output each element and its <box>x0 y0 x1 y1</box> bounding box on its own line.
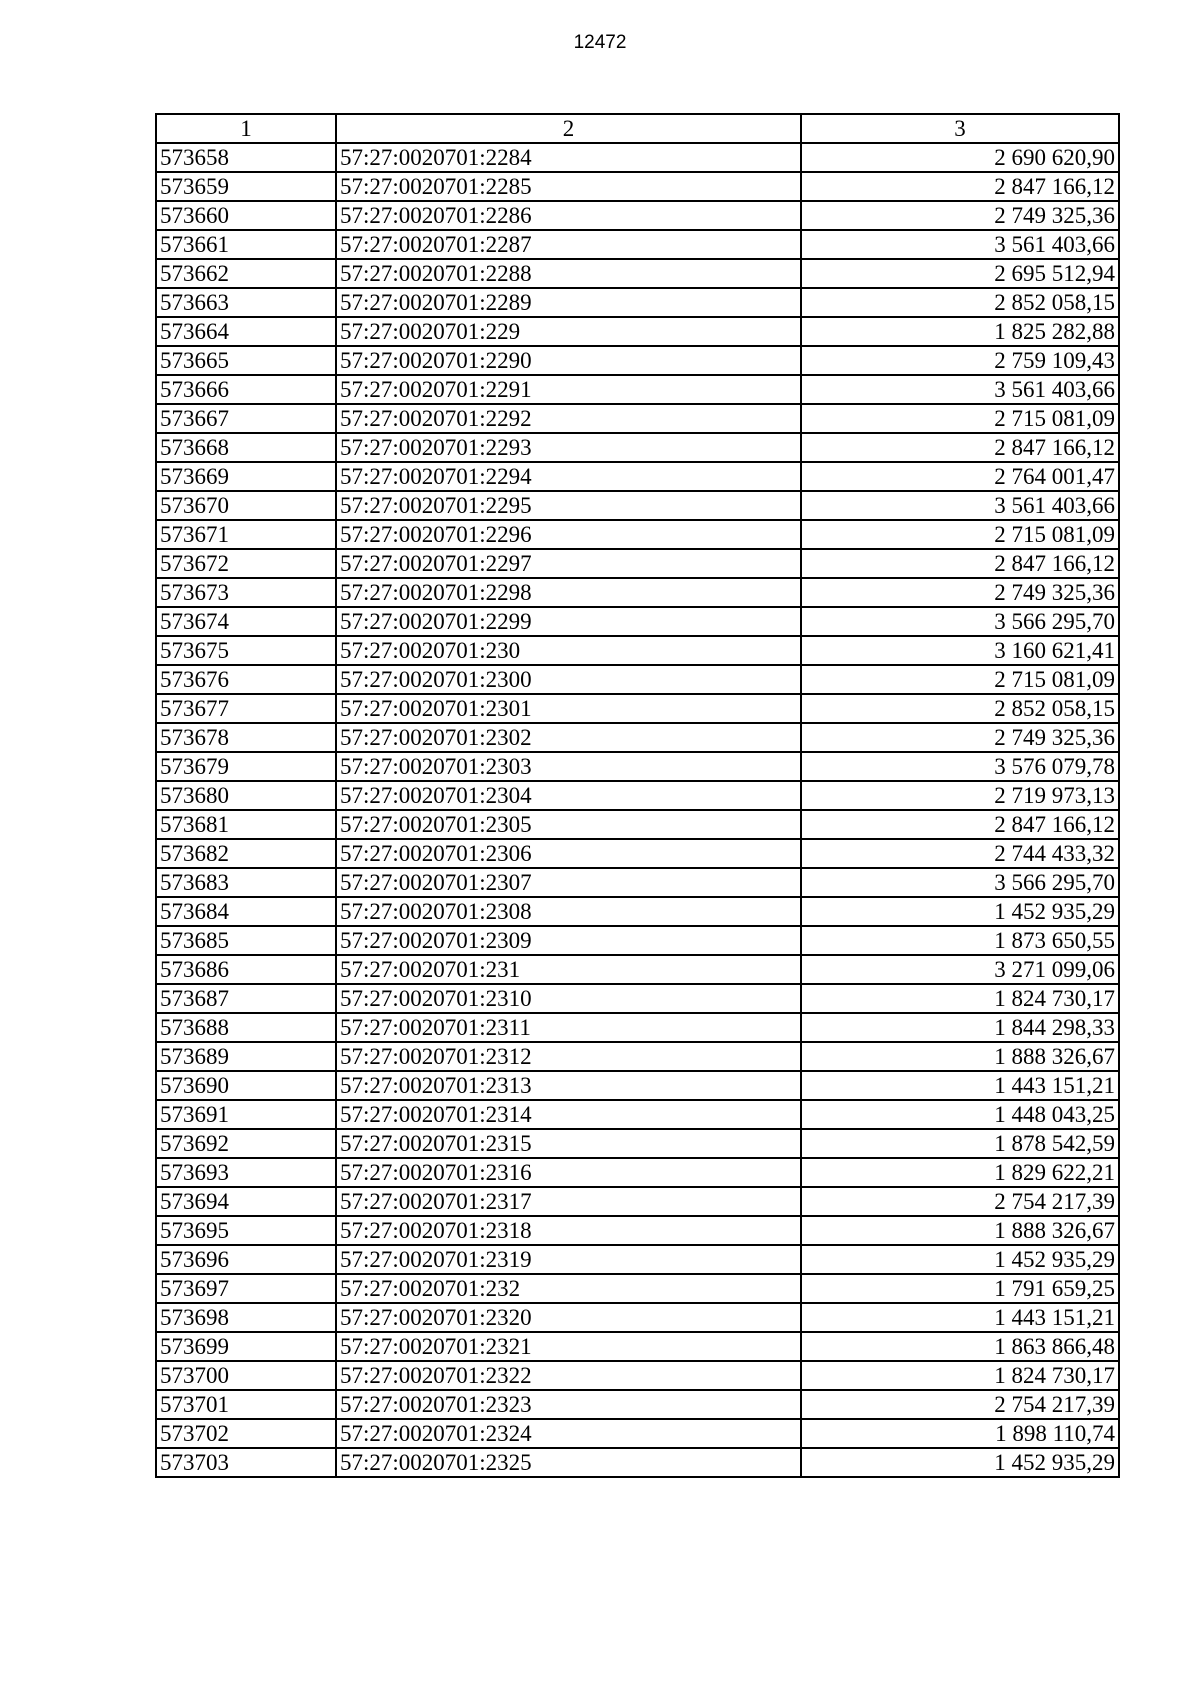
cadastral-value-cell: 1 898 110,74 <box>801 1419 1119 1448</box>
row-number-cell: 573696 <box>156 1245 336 1274</box>
cadastral-value-cell: 3 561 403,66 <box>801 491 1119 520</box>
cadastral-number-cell: 57:27:0020701:2308 <box>336 897 801 926</box>
table-row <box>156 1448 1119 1477</box>
table-row <box>156 1100 1119 1129</box>
cadastral-value-cell: 3 561 403,66 <box>801 230 1119 259</box>
row-number-cell: 573676 <box>156 665 336 694</box>
row-number-cell: 573673 <box>156 578 336 607</box>
cadastral-number-cell: 57:27:0020701:2309 <box>336 926 801 955</box>
table-row <box>156 549 1119 578</box>
table-row <box>156 607 1119 636</box>
column-header-1: 1 <box>156 114 336 143</box>
cadastral-value-cell: 2 715 081,09 <box>801 404 1119 433</box>
row-number-cell: 573697 <box>156 1274 336 1303</box>
table-row <box>156 984 1119 1013</box>
cadastral-value-cell: 3 576 079,78 <box>801 752 1119 781</box>
table-header-row <box>156 114 1119 143</box>
table-row <box>156 897 1119 926</box>
cadastral-value-cell: 1 829 622,21 <box>801 1158 1119 1187</box>
cadastral-number-cell: 57:27:0020701:229 <box>336 317 801 346</box>
row-number-cell: 573675 <box>156 636 336 665</box>
cadastral-number-cell: 57:27:0020701:2313 <box>336 1071 801 1100</box>
table-row <box>156 752 1119 781</box>
cadastral-number-cell: 57:27:0020701:2296 <box>336 520 801 549</box>
cadastral-number-cell: 57:27:0020701:2320 <box>336 1303 801 1332</box>
cadastral-number-cell: 57:27:0020701:231 <box>336 955 801 984</box>
row-number-cell: 573680 <box>156 781 336 810</box>
cadastral-number-cell: 57:27:0020701:2323 <box>336 1390 801 1419</box>
cadastral-number-cell: 57:27:0020701:2299 <box>336 607 801 636</box>
table-row <box>156 636 1119 665</box>
table-row <box>156 1390 1119 1419</box>
table-row <box>156 1332 1119 1361</box>
cadastral-number-cell: 57:27:0020701:2302 <box>336 723 801 752</box>
table-row <box>156 259 1119 288</box>
cadastral-value-cell: 1 448 043,25 <box>801 1100 1119 1129</box>
cadastral-number-cell: 57:27:0020701:2287 <box>336 230 801 259</box>
row-number-cell: 573658 <box>156 143 336 172</box>
cadastral-value-cell: 2 847 166,12 <box>801 433 1119 462</box>
table-row <box>156 1187 1119 1216</box>
cadastral-number-cell: 57:27:0020701:2321 <box>336 1332 801 1361</box>
cadastral-value-cell: 2 847 166,12 <box>801 172 1119 201</box>
cadastral-number-cell: 57:27:0020701:2292 <box>336 404 801 433</box>
row-number-cell: 573665 <box>156 346 336 375</box>
cadastral-number-cell: 57:27:0020701:2305 <box>336 810 801 839</box>
cadastral-value-cell: 1 824 730,17 <box>801 984 1119 1013</box>
table-row <box>156 1216 1119 1245</box>
table-row <box>156 1158 1119 1187</box>
row-number-cell: 573694 <box>156 1187 336 1216</box>
cadastral-number-cell: 57:27:0020701:2304 <box>336 781 801 810</box>
cadastral-value-cell: 2 754 217,39 <box>801 1390 1119 1419</box>
row-number-cell: 573660 <box>156 201 336 230</box>
cadastral-number-cell: 57:27:0020701:2318 <box>336 1216 801 1245</box>
cadastral-number-cell: 57:27:0020701:2311 <box>336 1013 801 1042</box>
cadastral-value-cell: 2 715 081,09 <box>801 665 1119 694</box>
table-row <box>156 462 1119 491</box>
row-number-cell: 573703 <box>156 1448 336 1477</box>
table-row <box>156 578 1119 607</box>
table-row <box>156 1274 1119 1303</box>
table-row <box>156 520 1119 549</box>
cadastral-number-cell: 57:27:0020701:2307 <box>336 868 801 897</box>
cadastral-value-cell: 3 566 295,70 <box>801 607 1119 636</box>
cadastral-value-cell: 1 791 659,25 <box>801 1274 1119 1303</box>
cadastral-number-cell: 57:27:0020701:2298 <box>336 578 801 607</box>
row-number-cell: 573692 <box>156 1129 336 1158</box>
cadastral-number-cell: 57:27:0020701:2288 <box>336 259 801 288</box>
row-number-cell: 573678 <box>156 723 336 752</box>
row-number-cell: 573701 <box>156 1390 336 1419</box>
row-number-cell: 573666 <box>156 375 336 404</box>
cadastral-number-cell: 57:27:0020701:2286 <box>336 201 801 230</box>
cadastral-value-cell: 2 852 058,15 <box>801 288 1119 317</box>
cadastral-number-cell: 57:27:0020701:2285 <box>336 172 801 201</box>
table-row <box>156 926 1119 955</box>
table-row <box>156 781 1119 810</box>
cadastral-value-cell: 2 695 512,94 <box>801 259 1119 288</box>
cadastral-value-cell: 1 863 866,48 <box>801 1332 1119 1361</box>
cadastral-value-cell: 2 749 325,36 <box>801 723 1119 752</box>
table-row <box>156 694 1119 723</box>
cadastral-number-cell: 57:27:0020701:2325 <box>336 1448 801 1477</box>
table-body <box>156 143 1119 1477</box>
table-row <box>156 491 1119 520</box>
cadastral-number-cell: 57:27:0020701:2310 <box>336 984 801 1013</box>
cadastral-value-cell: 2 719 973,13 <box>801 781 1119 810</box>
row-number-cell: 573695 <box>156 1216 336 1245</box>
table-row <box>156 201 1119 230</box>
row-number-cell: 573659 <box>156 172 336 201</box>
row-number-cell: 573662 <box>156 259 336 288</box>
row-number-cell: 573668 <box>156 433 336 462</box>
table-row <box>156 1013 1119 1042</box>
cadastral-value-cell: 2 715 081,09 <box>801 520 1119 549</box>
table-row <box>156 1042 1119 1071</box>
cadastral-value-cell: 1 873 650,55 <box>801 926 1119 955</box>
cadastral-value-cell: 2 690 620,90 <box>801 143 1119 172</box>
table-row <box>156 288 1119 317</box>
cadastral-value-cell: 1 824 730,17 <box>801 1361 1119 1390</box>
row-number-cell: 573681 <box>156 810 336 839</box>
cadastral-value-cell: 2 759 109,43 <box>801 346 1119 375</box>
cadastral-value-table <box>155 113 1120 1478</box>
row-number-cell: 573685 <box>156 926 336 955</box>
row-number-cell: 573690 <box>156 1071 336 1100</box>
cadastral-value-cell: 1 825 282,88 <box>801 317 1119 346</box>
row-number-cell: 573661 <box>156 230 336 259</box>
cadastral-number-cell: 57:27:0020701:2315 <box>336 1129 801 1158</box>
table-row <box>156 1071 1119 1100</box>
cadastral-number-cell: 57:27:0020701:2324 <box>336 1419 801 1448</box>
table-row <box>156 143 1119 172</box>
cadastral-number-cell: 57:27:0020701:2306 <box>336 839 801 868</box>
cadastral-value-cell: 2 754 217,39 <box>801 1187 1119 1216</box>
cadastral-value-cell: 1 452 935,29 <box>801 897 1119 926</box>
row-number-cell: 573674 <box>156 607 336 636</box>
table-row <box>156 317 1119 346</box>
cadastral-number-cell: 57:27:0020701:230 <box>336 636 801 665</box>
table-row <box>156 1129 1119 1158</box>
row-number-cell: 573667 <box>156 404 336 433</box>
column-header-2: 2 <box>336 114 801 143</box>
cadastral-number-cell: 57:27:0020701:2316 <box>336 1158 801 1187</box>
row-number-cell: 573699 <box>156 1332 336 1361</box>
cadastral-value-cell: 2 847 166,12 <box>801 549 1119 578</box>
table-row <box>156 230 1119 259</box>
table-row <box>156 1419 1119 1448</box>
table-row <box>156 404 1119 433</box>
table-row <box>156 1303 1119 1332</box>
cadastral-value-cell: 1 888 326,67 <box>801 1042 1119 1071</box>
cadastral-value-cell: 1 844 298,33 <box>801 1013 1119 1042</box>
table-row <box>156 665 1119 694</box>
cadastral-number-cell: 57:27:0020701:2301 <box>336 694 801 723</box>
table-row <box>156 955 1119 984</box>
cadastral-value-cell: 3 271 099,06 <box>801 955 1119 984</box>
cadastral-value-cell: 2 764 001,47 <box>801 462 1119 491</box>
cadastral-value-cell: 2 847 166,12 <box>801 810 1119 839</box>
row-number-cell: 573684 <box>156 897 336 926</box>
row-number-cell: 573671 <box>156 520 336 549</box>
cadastral-number-cell: 57:27:0020701:2312 <box>336 1042 801 1071</box>
cadastral-number-cell: 57:27:0020701:2300 <box>336 665 801 694</box>
cadastral-number-cell: 57:27:0020701:2289 <box>336 288 801 317</box>
cadastral-number-cell: 57:27:0020701:2319 <box>336 1245 801 1274</box>
cadastral-value-cell: 3 561 403,66 <box>801 375 1119 404</box>
cadastral-number-cell: 57:27:0020701:2293 <box>336 433 801 462</box>
row-number-cell: 573700 <box>156 1361 336 1390</box>
row-number-cell: 573702 <box>156 1419 336 1448</box>
cadastral-number-cell: 57:27:0020701:2322 <box>336 1361 801 1390</box>
cadastral-value-cell: 2 749 325,36 <box>801 578 1119 607</box>
cadastral-value-cell: 2 744 433,32 <box>801 839 1119 868</box>
cadastral-number-cell: 57:27:0020701:232 <box>336 1274 801 1303</box>
cadastral-number-cell: 57:27:0020701:2297 <box>336 549 801 578</box>
cadastral-value-cell: 3 566 295,70 <box>801 868 1119 897</box>
cadastral-value-cell: 2 749 325,36 <box>801 201 1119 230</box>
cadastral-number-cell: 57:27:0020701:2295 <box>336 491 801 520</box>
row-number-cell: 573664 <box>156 317 336 346</box>
table-row <box>156 723 1119 752</box>
row-number-cell: 573688 <box>156 1013 336 1042</box>
cadastral-number-cell: 57:27:0020701:2290 <box>336 346 801 375</box>
cadastral-number-cell: 57:27:0020701:2303 <box>336 752 801 781</box>
cadastral-number-cell: 57:27:0020701:2314 <box>336 1100 801 1129</box>
row-number-cell: 573663 <box>156 288 336 317</box>
page-number: 12472 <box>573 32 627 53</box>
cadastral-value-cell: 2 852 058,15 <box>801 694 1119 723</box>
table-row <box>156 1245 1119 1274</box>
row-number-cell: 573677 <box>156 694 336 723</box>
table-row <box>156 810 1119 839</box>
cadastral-number-cell: 57:27:0020701:2317 <box>336 1187 801 1216</box>
row-number-cell: 573691 <box>156 1100 336 1129</box>
row-number-cell: 573687 <box>156 984 336 1013</box>
cadastral-number-cell: 57:27:0020701:2291 <box>336 375 801 404</box>
row-number-cell: 573679 <box>156 752 336 781</box>
row-number-cell: 573693 <box>156 1158 336 1187</box>
table-row <box>156 433 1119 462</box>
table-row <box>156 1361 1119 1390</box>
table-row <box>156 346 1119 375</box>
row-number-cell: 573672 <box>156 549 336 578</box>
cadastral-value-cell: 1 443 151,21 <box>801 1303 1119 1332</box>
cadastral-number-cell: 57:27:0020701:2294 <box>336 462 801 491</box>
row-number-cell: 573689 <box>156 1042 336 1071</box>
cadastral-value-cell: 1 888 326,67 <box>801 1216 1119 1245</box>
cadastral-value-cell: 1 452 935,29 <box>801 1448 1119 1477</box>
column-header-3: 3 <box>801 114 1119 143</box>
cadastral-value-cell: 1 452 935,29 <box>801 1245 1119 1274</box>
cadastral-value-cell: 3 160 621,41 <box>801 636 1119 665</box>
row-number-cell: 573686 <box>156 955 336 984</box>
row-number-cell: 573682 <box>156 839 336 868</box>
table-row <box>156 839 1119 868</box>
cadastral-value-cell: 1 878 542,59 <box>801 1129 1119 1158</box>
row-number-cell: 573698 <box>156 1303 336 1332</box>
row-number-cell: 573683 <box>156 868 336 897</box>
row-number-cell: 573669 <box>156 462 336 491</box>
table-row <box>156 375 1119 404</box>
table-row <box>156 868 1119 897</box>
table-row <box>156 172 1119 201</box>
cadastral-number-cell: 57:27:0020701:2284 <box>336 143 801 172</box>
cadastral-value-cell: 1 443 151,21 <box>801 1071 1119 1100</box>
row-number-cell: 573670 <box>156 491 336 520</box>
